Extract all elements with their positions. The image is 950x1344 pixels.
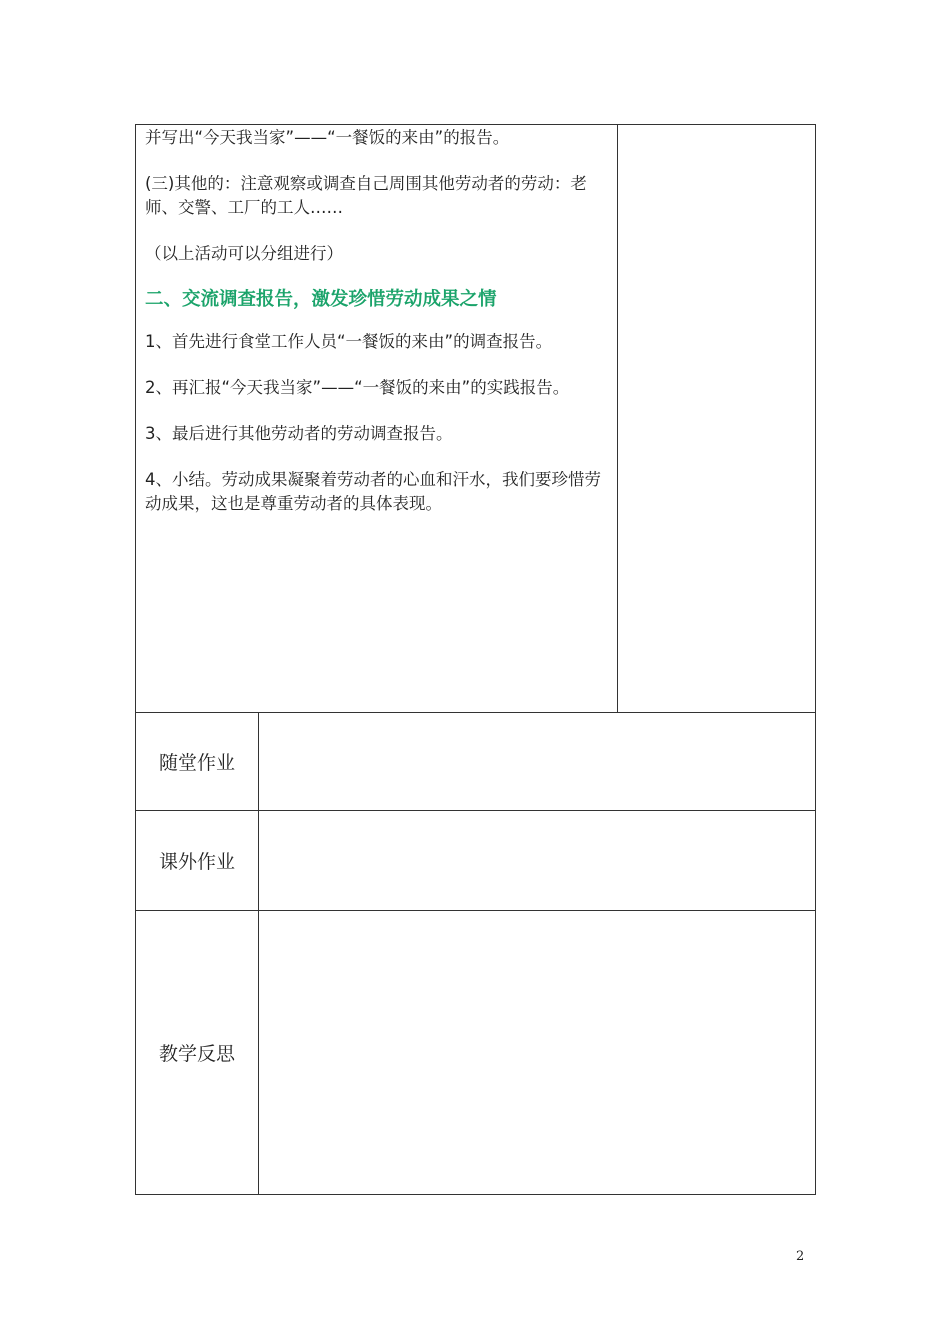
section-heading: 二、交流调查报告，激发珍惜劳动成果之情 xyxy=(145,289,497,310)
content-paragraph: (三)其他的：注意观察或调查自己周围其他劳动者的劳动：老师、交警、工厂的工人…… xyxy=(145,174,587,217)
content-paragraph: 1、首先进行食堂工作人员“一餐饭的来由”的调查报告。 xyxy=(145,332,553,351)
after-class-homework-label: 课外作业 xyxy=(158,851,235,873)
in-class-homework-label: 随堂作业 xyxy=(158,752,235,774)
table-left-border xyxy=(135,124,136,1195)
table-row-divider xyxy=(135,712,816,713)
table-top-border xyxy=(135,124,816,125)
content-paragraph: （以上活动可以分组进行） xyxy=(145,244,343,263)
label-column-divider xyxy=(258,712,259,1195)
table-right-border xyxy=(815,124,816,1195)
page-number: 2 xyxy=(796,1249,805,1264)
content-paragraph: 4、小结。劳动成果凝聚着劳动者的心血和汗水，我们要珍惜劳动成果，这也是尊重劳动者的具体表现。 xyxy=(145,470,601,513)
content-column-divider xyxy=(617,124,618,713)
table-row-divider xyxy=(135,910,816,911)
content-paragraph: 并写出“今天我当家”——“一餐饭的来由”的报告。 xyxy=(145,128,510,147)
lesson-content-cell xyxy=(145,126,613,538)
table-row-divider xyxy=(135,810,816,811)
content-paragraph: 2、再汇报“今天我当家”——“一餐饭的来由”的实践报告。 xyxy=(145,378,570,397)
teaching-reflection-label: 教学反思 xyxy=(158,1043,235,1065)
content-paragraph: 3、最后进行其他劳动者的劳动调查报告。 xyxy=(145,424,453,443)
table-bottom-border xyxy=(135,1194,816,1195)
